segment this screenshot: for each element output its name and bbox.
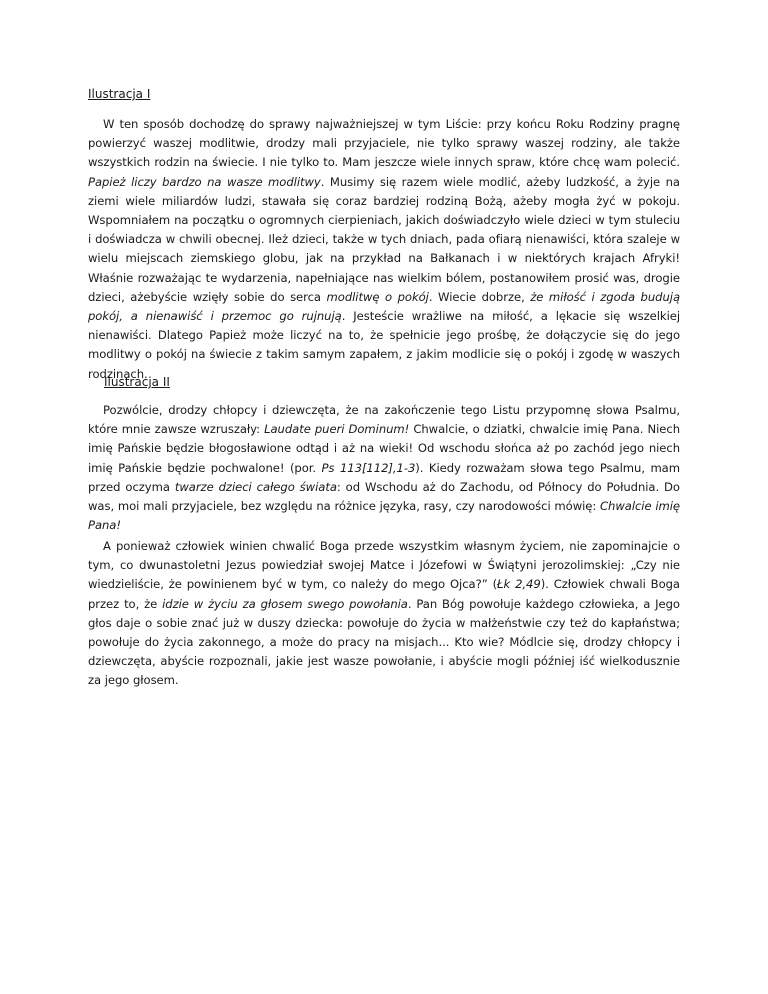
text-run: . Jesteście wrażliwe na miłość, a lękacie się wszelkiej nienawiści. Dlatego Papież może liczyć na to, że spełnicie jego prośbę, że dołączycie się do jego modlitwy o pokój na świecie z takim samym zapałem, z jakim modlicie się o pokój i zgodę w waszych rodzinach. [88,309,680,381]
text-run: . Musimy się razem wiele modlić, ażeby ludzkość, a żyje na ziemi wiele miliardów ludzi, stawała się coraz bardziej rodziną Bożą, ażeby mogła żyć w pokoju. Wspomniałem na początku o ogromnych cierpieniach, jakich doświadczyło wiele dzieci w tym stuleciu i doświadcza w chwili obecnej. Ileż dzieci, także w tych dniach, pada ofiarą nienawiści, która szaleje w wielu miejscach ziemskiego globu, jak na przykład na Bałkanach i w niektórych krajach Afryki! Właśnie rozważając te wydarzenia, napełniające nas wielkim bólem, postanowiłem prosić was, drogie dzieci, ażebyście wzięły sobie do serca [88,174,680,304]
paragraph-3 [88,537,680,691]
emphasized-text: modlitwę o pokój [326,289,429,304]
paragraph-1 [88,115,680,384]
text-run: Chwalcie, o dziatki, chwalcie imię Pana. Niech imię Pańskie będzie błogosławione odtąd i aż na wieki! Od wschodu słońca aż po zachód jego niech imię Pańskie będzie pochwalone! (por. [88,422,681,475]
text-run: A ponieważ człowiek winien chwalić Boga przede wszystkim własnym życiem, nie zapominajcie o tym, co dwunastoletni Jezus powiedział swojej Matce i Józefowi w Świątyni jerozolimskiej: „Czy nie wiedzieliście, że powinienem być w tym, co należy do mego Ojca?” ( [88,539,680,592]
paragraph-2 [88,401,680,535]
text-run: W ten sposób dochodzę do sprawy najważniejszej w tym Liście: przy końcu Roku Rodziny pragnę powierzyć waszej modlitwie, drodzy mali przyjaciele, nie tylko sprawy waszej rodziny, ale także wszystkich rodzin na świecie. I nie tylko to. Mam jeszcze wiele innych spraw, które chcę wam polecić. [88,117,680,170]
text-run: : od Wschodu aż do Zachodu, od Północy do Południa. Do was, moi mali przyjaciele, bez względu na różnice języka, rasy, czy narodowości mówię: [88,479,680,514]
text-run: ). Kiedy rozważam słowa tego Psalmu, mam przed oczyma [88,460,680,494]
emphasized-text: Papież liczy bardzo na wasze modlitwy [88,174,321,189]
section-heading-1: Ilustracja I [88,87,151,101]
section-heading-2: Ilustracja II [104,375,170,389]
emphasized-text: idzie w życiu za głosem swego powołania [162,596,408,611]
emphasized-text: twarze dzieci całego świata [174,479,337,494]
text-run: ). Człowiek chwali Boga przez to, że [88,577,680,611]
text-run: Pozwólcie, drodzy chłopcy i dziewczęta, że na zakończenie tego Listu przypomnę słowa Psalmu, które mnie zawsze wzruszały: [88,403,680,437]
text-run: . Wiecie dobrze, [428,289,531,304]
emphasized-text: Laudate pueri Dominum! [264,422,410,437]
emphasized-text: że miłość i zgoda budują pokój, a nienawiść i przemoc go rujnują [88,289,680,324]
text-run: . Pan Bóg powołuje każdego człowieka, a Jego głos daje o sobie znać już w duszy dziecka: powołuje do życia w małżeństwie czy też do kapłaństwa; powołuje do życia zakonnego, a może do pracy na misjach... Kto wie? Módlcie się, drodzy chłopcy i dziewczęta, abyście rozpoznali, jakie jest wasze powołanie, i abyście mogli później iść wielkodusznie za jego głosem. [88,596,680,688]
emphasized-text: Łk 2,49 [497,577,541,592]
emphasized-text: Ps 113[112],1-3 [321,460,416,475]
emphasized-text: Chwalcie imię Pana! [88,499,680,533]
